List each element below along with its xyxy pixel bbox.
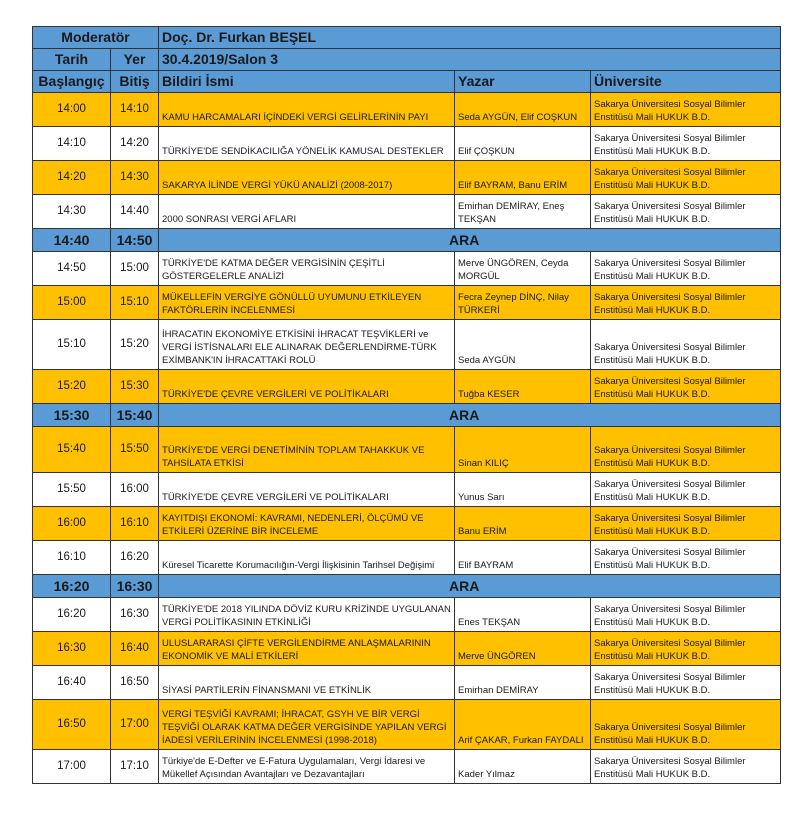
paper-title: KAMU HARCAMALARI İÇİNDEKİ VERGİ GELİRLERİNİN PAYI [159,93,455,127]
author-name: Kader Yılmaz [455,750,591,784]
break-label: ARA [159,229,781,252]
end-time: 16:00 [111,473,159,507]
schedule-sheet [32,26,780,784]
author-name: Merve ÜNGÖREN [455,632,591,666]
university-name: Sakarya Üniversitesi Sosyal Bilimler Enstitüsü Mali HUKUK B.D. [591,286,781,320]
break-start-time: 16:20 [33,575,111,598]
university-name: Sakarya Üniversitesi Sosyal Bilimler Enstitüsü Mali HUKUK B.D. [591,427,781,473]
start-time: 16:00 [33,507,111,541]
col-start-header: Başlangıç [33,71,111,93]
start-time: 16:30 [33,632,111,666]
paper-title: SAKARYA İLİNDE VERGİ YÜKÜ ANALİZİ (2008-2017) [159,161,455,195]
session-row [33,700,781,750]
university-name: Sakarya Üniversitesi Sosyal Bilimler Enstitüsü Mali HUKUK B.D. [591,161,781,195]
university-name: Sakarya Üniversitesi Sosyal Bilimler Enstitüsü Mali HUKUK B.D. [591,320,781,370]
break-start-time: 15:30 [33,404,111,427]
university-name: Sakarya Üniversitesi Sosyal Bilimler Enstitüsü Mali HUKUK B.D. [591,750,781,784]
session-row [33,473,781,507]
university-name: Sakarya Üniversitesi Sosyal Bilimler Enstitüsü Mali HUKUK B.D. [591,252,781,286]
session-row [33,427,781,473]
end-time: 15:50 [111,427,159,473]
university-name: Sakarya Üniversitesi Sosyal Bilimler Enstitüsü Mali HUKUK B.D. [591,507,781,541]
university-name: Sakarya Üniversitesi Sosyal Bilimler Enstitüsü Mali HUKUK B.D. [591,127,781,161]
paper-title: TÜRKİYE'DE SENDİKACILIĞA YÖNELİK KAMUSAL DESTEKLER [159,127,455,161]
start-time: 15:40 [33,427,111,473]
session-row [33,598,781,632]
date-label: Tarih [33,49,111,71]
break-row [33,229,781,252]
session-row [33,320,781,370]
university-name: Sakarya Üniversitesi Sosyal Bilimler Enstitüsü Mali HUKUK B.D. [591,666,781,700]
end-time: 16:40 [111,632,159,666]
session-row [33,93,781,127]
start-time: 16:20 [33,598,111,632]
column-header-row [33,71,781,93]
paper-title: TÜRKİYE'DE VERGİ DENETİMİNİN TOPLAM TAHAKKUK VE TAHSİLATA ETKİSİ [159,427,455,473]
end-time: 16:30 [111,598,159,632]
paper-title: SİYASİ PARTİLERİN FİNANSMANI VE ETKİNLİK [159,666,455,700]
schedule-table [32,26,781,784]
end-time: 14:40 [111,195,159,229]
author-name: Emirhan DEMİRAY [455,666,591,700]
author-name: Seda AYGÜN [455,320,591,370]
paper-title: VERGİ TEŞVİĞİ KAVRAMI; İHRACAT, GSYH VE BİR VERGİ TEŞVİĞİ OLARAK KATMA DEĞER VERGİSİNDE YAPILAN VERGİ İADESİ VERİLERİNİN İNCELENMESİ (1998-2018) [159,700,455,750]
start-time: 16:50 [33,700,111,750]
start-time: 14:10 [33,127,111,161]
break-label: ARA [159,575,781,598]
author-name: Emirhan DEMİRAY, Eneş TEKŞAN [455,195,591,229]
author-name: Arif ÇAKAR, Furkan FAYDALI [455,700,591,750]
end-time: 16:50 [111,666,159,700]
end-time: 15:20 [111,320,159,370]
start-time: 15:50 [33,473,111,507]
col-university-header: Üniversite [591,71,781,93]
break-start-time: 14:40 [33,229,111,252]
start-time: 14:00 [33,93,111,127]
session-row [33,750,781,784]
moderator-label: Moderatör [33,27,159,49]
author-name: Elif BAYRAM [455,541,591,575]
author-name: Fecra Zeynep DİNÇ, Nilay TÜRKERİ [455,286,591,320]
session-row [33,370,781,404]
author-name: Yunus Sarı [455,473,591,507]
end-time: 15:30 [111,370,159,404]
paper-title: TÜRKİYE'DE KATMA DEĞER VERGİSİNİN ÇEŞİTLİ GÖSTERGELERLE ANALİZİ [159,252,455,286]
paper-title: TÜRKİYE'DE 2018 YILINDA DÖVİZ KURU KRİZİNDE UYGULANAN VERGİ POLİTİKASININ ETKİNLİĞİ [159,598,455,632]
break-label: ARA [159,404,781,427]
paper-title: ULUSLARARASI ÇİFTE VERGİLENDİRME ANLAŞMALARININ EKONOMİK VE MALİ ETKİLERİ [159,632,455,666]
university-name: Sakarya Üniversitesi Sosyal Bilimler Enstitüsü Mali HUKUK B.D. [591,473,781,507]
start-time: 17:00 [33,750,111,784]
university-name: Sakarya Üniversitesi Sosyal Bilimler Enstitüsü Mali HUKUK B.D. [591,700,781,750]
session-row [33,286,781,320]
session-row [33,632,781,666]
session-row [33,127,781,161]
author-name: Tuğba KESER [455,370,591,404]
start-time: 15:20 [33,370,111,404]
end-time: 15:00 [111,252,159,286]
break-row [33,404,781,427]
paper-title: Küresel Ticarette Korumacılığın-Vergi İlişkisinin Tarihsel Değişimi [159,541,455,575]
session-row [33,252,781,286]
paper-title: TÜRKİYE'DE ÇEVRE VERGİLERİ VE POLİTİKALARI [159,370,455,404]
end-time: 16:20 [111,541,159,575]
author-name: Elif BAYRAM, Banu ERİM [455,161,591,195]
university-name: Sakarya Üniversitesi Sosyal Bilimler Enstitüsü Mali HUKUK B.D. [591,598,781,632]
paper-title: 2000 SONRASI VERGİ AFLARI [159,195,455,229]
end-time: 16:10 [111,507,159,541]
session-row [33,161,781,195]
author-name: Sinan KILIÇ [455,427,591,473]
end-time: 14:10 [111,93,159,127]
start-time: 14:20 [33,161,111,195]
col-author-header: Yazar [455,71,591,93]
start-time: 14:50 [33,252,111,286]
session-row [33,666,781,700]
break-end-time: 16:30 [111,575,159,598]
start-time: 16:40 [33,666,111,700]
end-time: 14:20 [111,127,159,161]
university-name: Sakarya Üniversitesi Sosyal Bilimler Enstitüsü Mali HUKUK B.D. [591,195,781,229]
paper-title: KAYITDIŞI EKONOMİ: KAVRAMI, NEDENLERİ, ÖLÇÜMÜ VE ETKİLERİ ÜZERİNE BİR İNCELEME [159,507,455,541]
end-time: 17:00 [111,700,159,750]
start-time: 15:10 [33,320,111,370]
paper-title: TÜRKİYE'DE ÇEVRE VERGİLERİ VE POLİTİKALARI [159,473,455,507]
session-row [33,195,781,229]
end-time: 15:10 [111,286,159,320]
moderator-row [33,27,781,49]
date-place-value: 30.4.2019/Salon 3 [159,49,781,71]
place-label: Yer [111,49,159,71]
author-name: Seda AYGÜN, Elif COŞKUN [455,93,591,127]
author-name: Elif ÇOŞKUN [455,127,591,161]
start-time: 14:30 [33,195,111,229]
paper-title: MÜKELLEFİN VERGİYE GÖNÜLLÜ UYUMUNU ETKİLEYEN FAKTÖRLERİN İNCELENMESİ [159,286,455,320]
university-name: Sakarya Üniversitesi Sosyal Bilimler Enstitüsü Mali HUKUK B.D. [591,541,781,575]
break-end-time: 14:50 [111,229,159,252]
break-end-time: 15:40 [111,404,159,427]
moderator-value: Doç. Dr. Furkan BEŞEL [159,27,781,49]
start-time: 16:10 [33,541,111,575]
date-row [33,49,781,71]
author-name: Banu ERİM [455,507,591,541]
start-time: 15:00 [33,286,111,320]
university-name: Sakarya Üniversitesi Sosyal Bilimler Enstitüsü Mali HUKUK B.D. [591,93,781,127]
session-row [33,541,781,575]
session-row [33,507,781,541]
author-name: Enes TEKŞAN [455,598,591,632]
paper-title: Türkiye'de E-Defter ve E-Fatura Uygulamaları, Vergi İdaresi ve Mükellef Açısından Avantajları ve Dezavantajları [159,750,455,784]
university-name: Sakarya Üniversitesi Sosyal Bilimler Enstitüsü Mali HUKUK B.D. [591,632,781,666]
col-end-header: Bitiş [111,71,159,93]
break-row [33,575,781,598]
col-title-header: Bildiri İsmi [159,71,455,93]
end-time: 17:10 [111,750,159,784]
paper-title: İHRACATIN EKONOMİYE ETKİSİNİ İHRACAT TEŞVİKLERİ ve VERGİ İSTİSNALARI ELE ALINARAK DEĞERLENDİRME-TÜRK EXİMBANK'IN İHRACATTAKİ ROLÜ [159,320,455,370]
end-time: 14:30 [111,161,159,195]
author-name: Merve ÜNGÖREN, Ceyda MORGÜL [455,252,591,286]
university-name: Sakarya Üniversitesi Sosyal Bilimler Enstitüsü Mali HUKUK B.D. [591,370,781,404]
